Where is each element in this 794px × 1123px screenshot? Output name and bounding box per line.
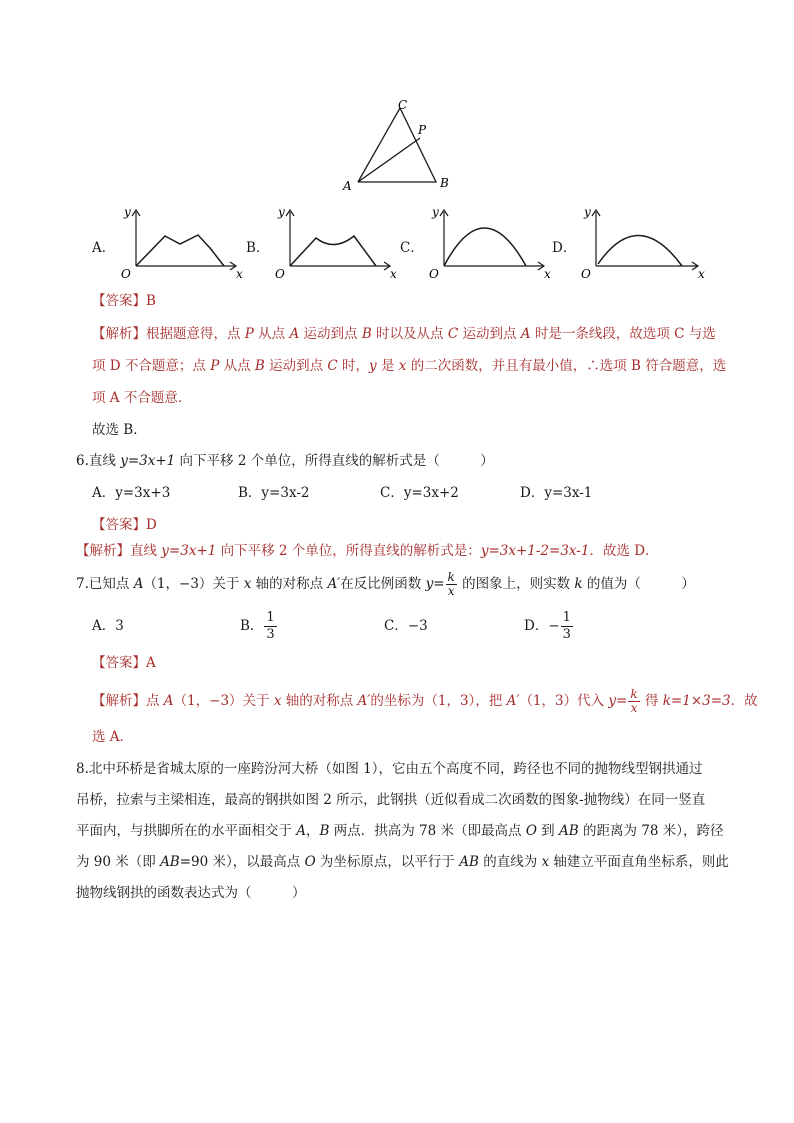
var-x: x xyxy=(398,358,407,374)
text: ．故 xyxy=(730,693,758,709)
origin-label: O xyxy=(581,267,591,281)
q7-analysis-line-1 xyxy=(92,687,758,715)
option-d-graph xyxy=(578,202,712,282)
q8-line-1: 8.北中环桥是省城太原的一座跨汾河大桥（如图 1），它由五个高度不同，跨径也不同的抛物线型钢拱通过 xyxy=(76,761,703,777)
text: 时， xyxy=(337,358,370,374)
axis-x-label: x xyxy=(236,267,243,281)
text: 在反比例函数 xyxy=(340,576,426,592)
var-o: O xyxy=(304,854,316,870)
q7-option-b xyxy=(240,606,278,646)
option-b-curve xyxy=(290,236,376,266)
text: 两点．拱高为 78 米（即最高点 xyxy=(329,823,526,839)
text: 向下平移 2 个单位，所得直线的解析式是（ ） xyxy=(175,453,494,469)
var-a: A xyxy=(520,326,531,342)
option-b-label: B． xyxy=(246,240,270,256)
answer-tag: 【答案】 xyxy=(92,293,146,309)
text: 轴建立平面直角坐标系，则此 xyxy=(549,854,729,870)
option-d-curve xyxy=(598,235,682,266)
text: 的图象上，则实数 xyxy=(457,576,575,592)
answer-value: A xyxy=(146,655,156,671)
segment-ap xyxy=(358,138,420,182)
text: 向下平移 2 个单位，所得直线的解析式是： xyxy=(216,543,481,559)
var-k: k xyxy=(574,576,583,592)
expression: y=3x+1 xyxy=(161,543,217,559)
q8-line-3 xyxy=(76,821,723,841)
var-a: A xyxy=(296,823,307,839)
option-d-label: D． xyxy=(552,240,577,256)
text: 的二次函数，并且有最小值，∴选项 B 符合题意，选 xyxy=(406,358,727,374)
text: 从点 xyxy=(219,358,255,374)
var-a-prime: A′ xyxy=(357,693,371,709)
axis-x-label: x xyxy=(544,267,551,281)
analysis-tag: 【解析】 xyxy=(76,543,130,559)
numerator: 1 xyxy=(266,610,275,625)
q8-line-2: 吊桥，拉索与主梁相连，最高的钢拱如图 2 所示，此钢拱（近似看成二次函数的图象-抛物线）在同一竖直 xyxy=(76,792,706,808)
axis-x-label: x xyxy=(390,267,397,281)
q7-option-c: C．−3 xyxy=(384,618,428,634)
answer-tag: 【答案】 xyxy=(92,517,146,533)
option-c-label: C． xyxy=(400,240,424,256)
q5-analysis-line-1 xyxy=(92,324,716,344)
var-a: A xyxy=(133,576,144,592)
text: 直线 xyxy=(88,453,121,469)
text: 的直线为 xyxy=(478,854,542,870)
expression: y= xyxy=(608,693,628,709)
fraction-one-third xyxy=(561,610,573,643)
var-b: B xyxy=(319,823,330,839)
var-a-prime: A′ xyxy=(327,576,341,592)
q5-analysis-line-3: 项 A 不合题意． xyxy=(92,390,192,406)
origin-label: O xyxy=(275,267,285,281)
fraction-k-over-x xyxy=(446,571,457,598)
var-c: C xyxy=(327,358,338,374)
option-c-graph xyxy=(426,202,556,282)
var-a-prime: A′ xyxy=(506,693,520,709)
text: 平面内，与拱脚所在的水平面相交于 xyxy=(76,823,297,839)
var-a: A xyxy=(163,693,174,709)
var-b: B xyxy=(254,358,265,374)
var-ab: AB xyxy=(459,854,479,870)
answer-value: D xyxy=(146,517,157,533)
text: 的值为（ ） xyxy=(582,576,695,592)
q8-line-5: 抛物线钢拱的函数表达式为（ ） xyxy=(76,885,306,901)
expression: y= xyxy=(425,576,445,592)
option-b-graph xyxy=(272,202,402,282)
axis-y-label: y xyxy=(124,205,131,219)
q6-option-a: A．y=3x+3 xyxy=(92,485,171,501)
option-a-label: A． xyxy=(92,240,116,256)
q6-analysis xyxy=(76,541,659,561)
denominator: x xyxy=(630,701,638,715)
var-o: O xyxy=(525,823,537,839)
q6-answer xyxy=(92,515,157,535)
text: 为 90 米（即 xyxy=(76,854,161,870)
q5-conclusion: 故选 B． xyxy=(92,422,147,438)
answer-value: B xyxy=(146,293,156,309)
text: 根据题意得，点 xyxy=(146,326,245,342)
option-c-curve xyxy=(444,228,526,266)
text: 项 D 不合题意；点 xyxy=(92,358,211,374)
label-c: C xyxy=(398,98,408,112)
text: 已知点 xyxy=(88,576,134,592)
text: 到 xyxy=(536,823,559,839)
text: 轴的对称点 xyxy=(251,576,328,592)
var-b: B xyxy=(361,326,372,342)
triangle-shape xyxy=(358,108,436,182)
axis-y-label: y xyxy=(432,205,439,219)
text: 的距离为 78 米），跨径 xyxy=(578,823,724,839)
text: 为坐标原点，以平行于 xyxy=(315,854,460,870)
text: ．故选 D． xyxy=(589,543,659,559)
text: 运动到点 xyxy=(264,358,328,374)
var-p: P xyxy=(210,358,220,374)
text: 从点 xyxy=(253,326,290,342)
fraction-k-over-x xyxy=(628,688,639,715)
text: （1，−3）关于 xyxy=(143,576,244,592)
text: =90 米），以最高点 xyxy=(179,854,305,870)
triangle-figure xyxy=(340,98,460,194)
option-a-graph xyxy=(118,202,248,282)
text: 运动到点 xyxy=(458,326,521,342)
var-ab: AB xyxy=(558,823,579,839)
var-x: x xyxy=(243,576,252,592)
text: 运动到点 xyxy=(299,326,362,342)
var-ab: AB xyxy=(160,854,180,870)
var-y: y xyxy=(369,358,377,374)
q7-option-d xyxy=(524,606,574,646)
option-a-curve xyxy=(136,235,224,266)
q7-answer xyxy=(92,653,156,673)
expression: y=3x+1-2=3x-1 xyxy=(480,543,590,559)
text: 的坐标为（1，3），把 xyxy=(370,693,507,709)
q7-option-a: A．3 xyxy=(92,618,124,634)
axis-x-label: x xyxy=(698,267,705,281)
q6-stem xyxy=(76,451,494,471)
q5-analysis-line-2 xyxy=(92,356,726,376)
q7-analysis-line-2: 选 A． xyxy=(92,729,134,745)
question-number: 7. xyxy=(76,576,89,592)
var-a: A xyxy=(289,326,300,342)
expression: y=3x+1 xyxy=(120,453,176,469)
option-letter: B． xyxy=(240,618,264,634)
var-x: x xyxy=(273,693,282,709)
text: 时是一条线段，故选项 C 与选 xyxy=(530,326,716,342)
numerator: k xyxy=(447,570,455,584)
analysis-tag: 【解析】 xyxy=(92,693,146,709)
origin-label: O xyxy=(121,267,131,281)
origin-label: O xyxy=(429,267,439,281)
text: 轴的对称点 xyxy=(281,693,358,709)
label-a: A xyxy=(343,179,352,193)
text: 得 xyxy=(640,693,663,709)
label-b: B xyxy=(440,176,449,190)
denominator: x xyxy=(447,584,455,598)
label-p: P xyxy=(418,123,427,137)
analysis-tag: 【解析】 xyxy=(92,326,146,342)
numerator: 1 xyxy=(562,610,571,625)
text: ， xyxy=(306,823,320,839)
text: 是 xyxy=(376,358,399,374)
text: （1，3）代入 xyxy=(519,693,609,709)
var-p: P xyxy=(244,326,254,342)
q6-option-d: D．y=3x-1 xyxy=(520,485,593,501)
denominator: 3 xyxy=(562,627,571,642)
axis-y-label: y xyxy=(584,205,591,219)
q5-answer xyxy=(92,291,156,311)
question-number: 6. xyxy=(76,453,89,469)
var-x: x xyxy=(541,854,550,870)
q8-line-4 xyxy=(76,852,729,872)
var-c: C xyxy=(447,326,459,342)
numerator: k xyxy=(630,687,638,701)
text: 直线 xyxy=(130,543,162,559)
q6-option-b: B．y=3x-2 xyxy=(238,485,310,501)
expression: k=1×3=3 xyxy=(662,693,731,709)
option-letter: D．− xyxy=(524,618,560,634)
text: （1，−3）关于 xyxy=(173,693,274,709)
answer-tag: 【答案】 xyxy=(92,655,146,671)
denominator: 3 xyxy=(266,627,275,642)
q6-option-c: C．y=3x+2 xyxy=(380,485,459,501)
fraction-one-third xyxy=(264,610,276,643)
text: 时以及从点 xyxy=(371,326,448,342)
axis-y-label: y xyxy=(278,205,285,219)
text: 点 xyxy=(146,693,164,709)
q7-stem xyxy=(76,570,695,598)
